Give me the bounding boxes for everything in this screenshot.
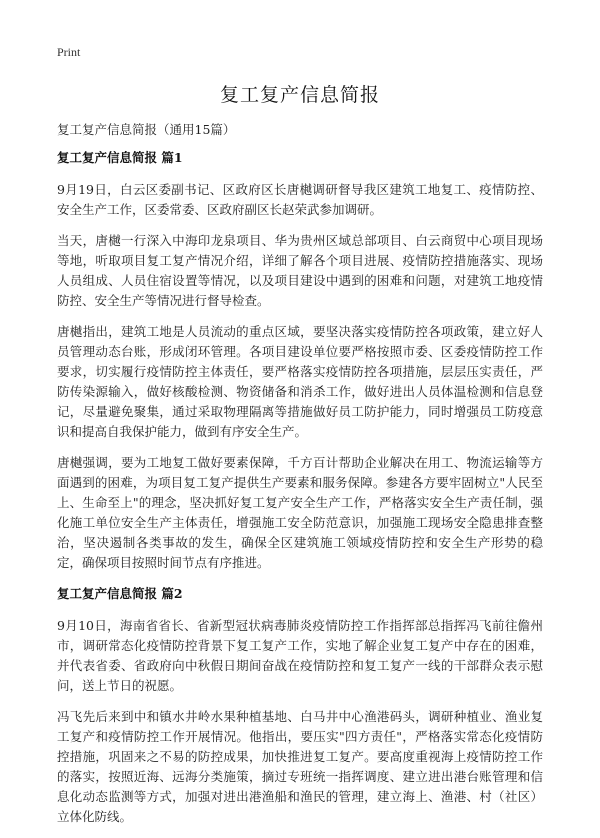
document-subtitle: 复工复产信息简报（通用15篇）: [57, 122, 236, 137]
paragraph: 冯飞先后来到中和镇水井岭水果种植基地、白马井中心渔港码头，调研种植业、渔业复工复产和疫情防控工作开展情况。他指出，要压实"四方责任"，严格落实常态化疫情防控措施，巩固来之不易的防控成果，加快推进复工复产。要高度重视海上疫情防控工作的落实，按照近海、远海分类施策，摘过专班统一指挥调度、建立进出港台账管理和信息化动态监测等方式，加强对进出港渔船和渔民的管理，建立海上、渔港、村（社区）立体化防线。: [57, 709, 543, 824]
paragraph: 9月19日，白云区委副书记、区政府区长唐樾调研督导我区建筑工地复工、疫情防控、安全生产工作，区委常委、区政府副区长赵荣武参加调研。: [57, 182, 543, 217]
section-1: [57, 148, 543, 573]
section-2: [57, 584, 543, 827]
paragraph: 唐樾强调，要为工地复工做好要素保障，千方百计帮助企业解决在用工、物流运输等方面遇到的困难，为项目复工复产提供生产要素和服务保障。参建各方要牢固树立"人民至上、生命至上"的理念，坚决抓好复工复产安全生产工作，严格落实安全生产责任制，强化施工单位安全生产主体责任，增强施工安全防范意识，加强施工现场安全隐患排查整治，坚决遏制各类事故的发生，确保全区建筑施工领域疫情防控和安全生产形势的稳定，确保项目按照时间节点有序推进。: [57, 455, 543, 570]
section-heading: 复工复产信息简报 篇1: [57, 150, 183, 165]
document-body: [57, 148, 543, 838]
page-title: 复工复产信息简报: [219, 84, 380, 106]
paragraph: 9月10日，海南省省长、省新型冠状病毒肺炎疫情防控工作指挥部总指挥冯飞前往儋州市，调研常态化疫情防控背景下复工复产工作，实地了解企业复工复产中存在的困难，并代表省委、省政府向中秋假日期间奋战在疫情防控和复工复产一线的干部群众表示慰问，送上节日的祝愿。: [57, 618, 543, 693]
paragraph: 当天，唐樾一行深入中海印龙泉项目、华为贵州区域总部项目、白云商贸中心项目现场等地，听取项目复工复产情况介绍，详细了解各个项目进展、疫情防控措施落实、现场人员组成、人员住宿设置等情况，以及项目建设中遇到的困难和问题，对建筑工地疫情防控、安全生产等情况进行督导检查。: [57, 233, 543, 308]
section-heading: 复工复产信息简报 篇2: [57, 586, 183, 601]
print-label: Print: [57, 45, 81, 59]
paragraph: 唐樾指出，建筑工地是人员流动的重点区域，要坚决落实疫情防控各项政策，建立好人员管理动态台账，形成闭环管理。各项目建设单位要严格按照市委、区委疫情防控工作要求，切实履行疫情防控主体责任，要严格落实疫情防控各项措施，层层压实责任，严防传染源输入，做好核酸检测、物资储备和消杀工作，做好进出人员体温检测和信息登记，尽量避免聚集，通过采取物理隔离等措施做好员工防护能力，同时增强员工防疫意识和提高自我保护能力，做到有序安全生产。: [57, 324, 543, 439]
